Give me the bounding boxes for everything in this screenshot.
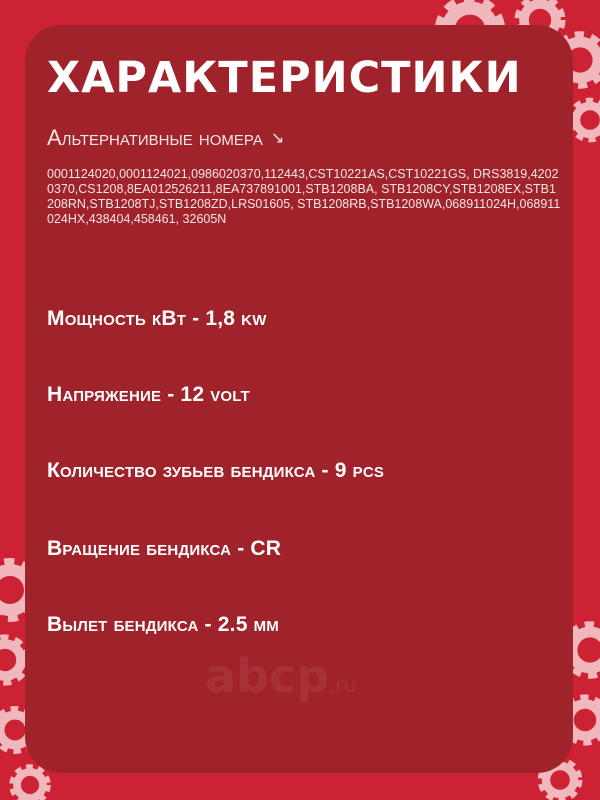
arrow-down-right-icon: ↘ [270, 130, 285, 147]
alternatives-heading-label: Альтернативные номера [47, 125, 263, 150]
spec-bendix-rotation: Вращение бендикса - CR [47, 537, 282, 560]
page-title: ХАРАКТЕРИСТИКИ [47, 53, 522, 103]
alternative-numbers-list: 0001124020,0001124021,0986020370,112443,CST10221AS,CST10221GS, DRS3819,42020370,CS1208,8EA012526211,8EA737891001,STB1208BA, STB1208CY,STB1208EX,STB1208RN,STB1208TJ,STB1208ZD,LRS01605, STB1208RB,STB1208WA,068911024H,068911024HX,438404,458461, 32605N [47, 167, 561, 226]
gear-icon [570, 100, 600, 139]
spec-bendix-offset: Вылет бендикса - 2.5 мм [47, 613, 279, 636]
spec-card [25, 25, 573, 773]
alternatives-heading [47, 125, 284, 151]
watermark-logo [205, 649, 356, 703]
spec-voltage: Напряжение - 12 volt [47, 383, 250, 406]
spec-bendix-teeth: Количество зубьев бендикса - 9 pcs [47, 459, 385, 482]
watermark-logo-main: abcp [205, 649, 330, 703]
gear-icon [12, 767, 48, 800]
watermark-logo-tld: .ru [329, 673, 357, 697]
gear-icon [0, 638, 27, 683]
spec-power: Мощность кВт - 1,8 kw [47, 307, 267, 330]
